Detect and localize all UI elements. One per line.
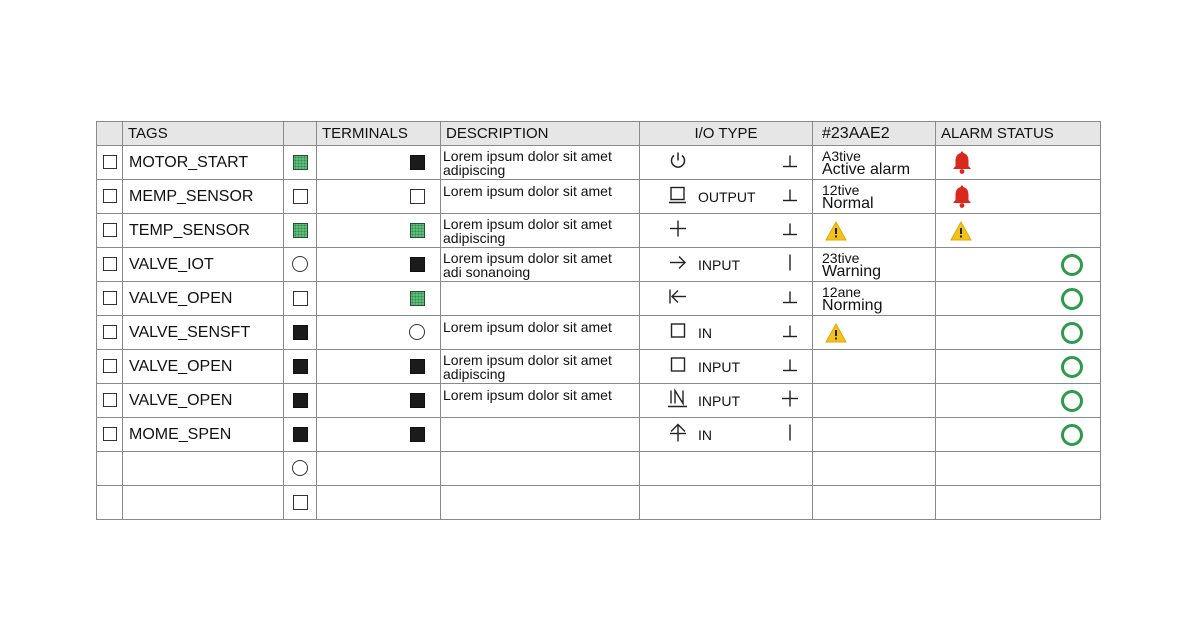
ok-circle-icon (1061, 254, 1083, 276)
warning-icon (825, 323, 847, 343)
row-checkbox[interactable] (103, 325, 117, 339)
in-symbol-icon (668, 388, 688, 413)
alarm-status (936, 146, 1101, 180)
row-checkbox[interactable] (103, 155, 117, 169)
alarm-status (936, 282, 1101, 316)
description: Lorem ipsum dolor sit amet (441, 384, 640, 418)
arrow-up-icon (668, 422, 688, 447)
description: Lorem ipsum dolor sit amet adipiscing (441, 214, 640, 248)
tag-value (813, 316, 936, 350)
io-type: INPUT (640, 248, 813, 282)
alarm-status (936, 316, 1101, 350)
ground-icon (780, 288, 800, 309)
warning-icon (950, 221, 972, 241)
tag-value (813, 214, 936, 248)
ground-icon (780, 322, 800, 343)
table-row[interactable] (97, 418, 1101, 452)
terminal-a-indicator (293, 393, 308, 408)
io-type (640, 282, 813, 316)
terminal-b-indicator (410, 189, 425, 204)
table-row[interactable] (97, 180, 1101, 214)
table-row[interactable] (97, 316, 1101, 350)
table-row (97, 486, 1101, 520)
terminal-a-indicator (293, 155, 308, 170)
row-checkbox[interactable] (103, 189, 117, 203)
terminal-a-indicator (293, 291, 308, 306)
alarm-status (936, 418, 1101, 452)
arrow-left-icon (668, 288, 688, 309)
tag-name: VALVE_OPEN (123, 282, 284, 316)
terminal-b-indicator (410, 257, 425, 272)
terminal-a-indicator (293, 223, 308, 238)
ground-icon (780, 186, 800, 207)
tag-value (813, 418, 936, 452)
tag-name: VALVE_OPEN (123, 384, 284, 418)
io-type: IN (640, 316, 813, 350)
ok-circle-icon (1061, 288, 1083, 310)
table-row[interactable] (97, 282, 1101, 316)
io-type (640, 146, 813, 180)
square-icon (668, 322, 688, 343)
alarm-status (936, 180, 1101, 214)
line-icon (780, 253, 800, 276)
ok-circle-icon (1061, 390, 1083, 412)
tag-name: VALVE_IOT (123, 248, 284, 282)
tag-name: MOME_SPEN (123, 418, 284, 452)
table-row[interactable] (97, 146, 1101, 180)
plus-icon (668, 219, 688, 242)
output-box-icon (668, 184, 688, 209)
terminal-a-indicator (293, 325, 308, 340)
ground-icon (780, 152, 800, 173)
io-type: INPUT (640, 384, 813, 418)
io-type: IN (640, 418, 813, 452)
header-terminals[interactable]: TERMINALS (317, 122, 441, 146)
description: Lorem ipsum dolor sit amet adipiscing (441, 146, 640, 180)
terminal-b-indicator (410, 393, 425, 408)
plus-icon (780, 389, 800, 412)
tag-value (813, 384, 936, 418)
power-icon (668, 150, 688, 175)
terminal-b-indicator (410, 223, 425, 238)
terminal-b-indicator (410, 427, 425, 442)
row-checkbox[interactable] (103, 257, 117, 271)
description: Lorem ipsum dolor sit amet adipiscing (441, 350, 640, 384)
ground-icon (780, 220, 800, 241)
description: Lorem ipsum dolor sit amet adi sonanoing (441, 248, 640, 282)
alarm-status (936, 248, 1101, 282)
header-description[interactable]: DESCRIPTION (441, 122, 640, 146)
tag-value: 12ane Norming (813, 282, 936, 316)
terminal-b-indicator (410, 155, 425, 170)
ok-circle-icon (1061, 356, 1083, 378)
row-checkbox[interactable] (103, 223, 117, 237)
header-io-type[interactable]: I/O TYPE (640, 122, 813, 146)
warning-icon (825, 221, 847, 241)
description (441, 282, 640, 316)
tag-value: A3tive Active alarm (813, 146, 936, 180)
tag-name: VALVE_SENSFT (123, 316, 284, 350)
line-icon (780, 423, 800, 446)
alarm-status (936, 384, 1101, 418)
row-checkbox[interactable] (103, 393, 117, 407)
description (441, 418, 640, 452)
arrow-right-icon (668, 254, 688, 275)
header-terminal-a (284, 122, 317, 146)
terminal-b-indicator (410, 359, 425, 374)
terminal-a-indicator (293, 189, 308, 204)
io-tag-table-wrapper (96, 121, 1100, 520)
header-select (97, 122, 123, 146)
io-tag-table (96, 121, 1101, 520)
terminal-a-indicator (293, 495, 308, 510)
io-type: INPUT (640, 350, 813, 384)
row-checkbox[interactable] (103, 291, 117, 305)
table-row[interactable] (97, 384, 1101, 418)
ground-icon (780, 356, 800, 377)
header-color-code[interactable]: #23AAE2 (813, 122, 936, 146)
alarm-status (936, 214, 1101, 248)
alarm-status (936, 350, 1101, 384)
table-row[interactable] (97, 350, 1101, 384)
terminal-b-indicator (410, 291, 425, 306)
io-type (640, 214, 813, 248)
table-row[interactable] (97, 248, 1101, 282)
terminal-a-indicator (292, 256, 308, 272)
header-tags[interactable]: TAGS (123, 122, 284, 146)
io-type: OUTPUT (640, 180, 813, 214)
terminal-a-indicator (293, 427, 308, 442)
header-row (97, 122, 1101, 146)
terminal-a-indicator (292, 460, 308, 476)
description: Lorem ipsum dolor sit amet (441, 316, 640, 350)
ok-circle-icon (1061, 322, 1083, 344)
tag-value: 23tive Warning (813, 248, 936, 282)
alarm-bell-icon (951, 151, 973, 175)
table-row (97, 452, 1101, 486)
ok-circle-icon (1061, 424, 1083, 446)
row-checkbox[interactable] (103, 427, 117, 441)
tag-name: VALVE_OPEN (123, 350, 284, 384)
tag-name: MEMP_SENSOR (123, 180, 284, 214)
terminal-a-indicator (293, 359, 308, 374)
tag-name: MOTOR_START (123, 146, 284, 180)
header-alarm-status[interactable]: ALARM STATUS (936, 122, 1101, 146)
description: Lorem ipsum dolor sit amet (441, 180, 640, 214)
terminal-b-indicator (409, 324, 425, 340)
row-checkbox[interactable] (103, 359, 117, 373)
tag-value: 12tive Normal (813, 180, 936, 214)
alarm-bell-icon (951, 185, 973, 209)
tag-value (813, 350, 936, 384)
tag-name: TEMP_SENSOR (123, 214, 284, 248)
table-row[interactable] (97, 214, 1101, 248)
square-icon (668, 356, 688, 377)
